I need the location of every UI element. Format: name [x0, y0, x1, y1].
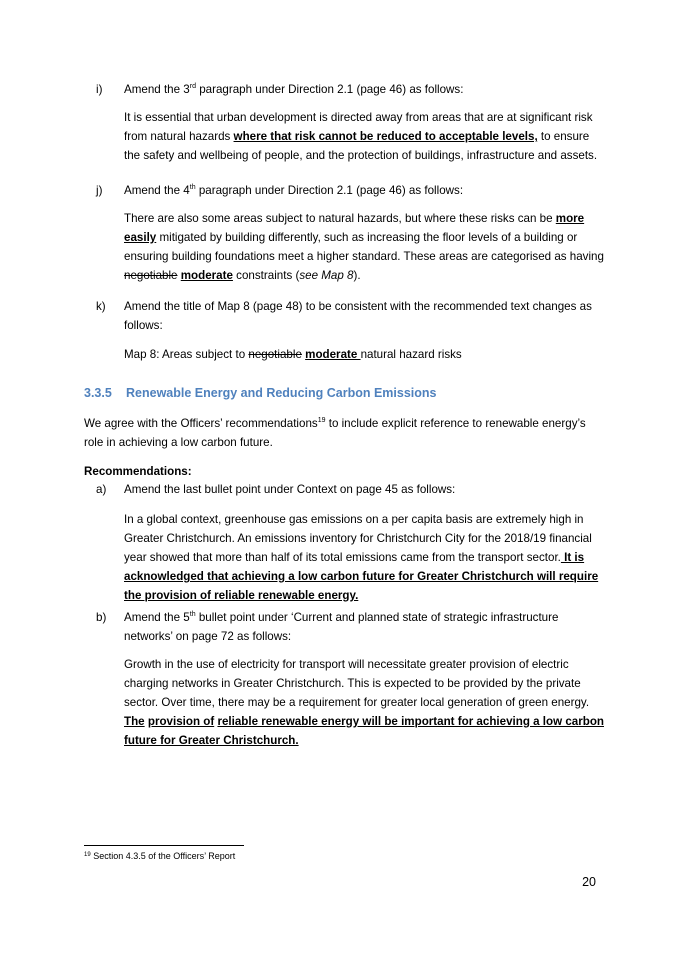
item-k-instruction: Amend the title of Map 8 (page 48) to be consistent with the recommended text changes as follows:	[124, 300, 592, 332]
item-i-instruction: Amend the 3rd paragraph under Direction 2.1 (page 46) as follows:	[124, 83, 464, 96]
rec-b-marker: b)	[96, 611, 107, 624]
rec-b-quote: Growth in the use of electricity for transport will necessitate greater provision of electric charging networks in Greater Christchurch. This is expected to be provided by the private sector. Over time, there may be a requirement for greater local generation of green energy. The provision of reliable renewable energy will be important for achieving a low carbon future for Greater Christchurch.	[124, 658, 604, 747]
item-i-marker: i)	[96, 83, 103, 96]
section-number: 3.3.5	[84, 386, 112, 400]
rec-b-instruction: Amend the 5th bullet point under ‘Current and planned state of strategic infrastructure networks’ on page 72 as follows:	[124, 611, 559, 643]
item-j-instruction: Amend the 4th paragraph under Direction 2.1 (page 46) as follows:	[124, 184, 464, 197]
section-heading	[84, 384, 437, 403]
rec-a-marker: a)	[96, 483, 107, 496]
item-j-quote: There are also some areas subject to natural hazards, but where these risks can be more easily mitigated by building differently, such as increasing the floor levels of a building or ensuring building foundations meet a higher standard. These areas are categorised as having negotiable moderate constraints (see Map 8).	[124, 212, 604, 282]
footnote-reference: 19	[317, 417, 326, 424]
item-j-marker: j)	[96, 184, 103, 197]
item-k-quote: Map 8: Areas subject to negotiable moderate natural hazard risks	[124, 348, 462, 361]
rec-a-quote: In a global context, greenhouse gas emissions on a per capita basis are extremely high in Greater Christchurch. An emissions inventory for Christchurch City for the 2018/19 financial year showed that more than half of its total emissions came from the transport sector. It is acknowledged that achieving a low carbon future for Greater Christchurch will require the provision of reliable renewable energy.	[124, 513, 599, 602]
page-number: 20	[582, 875, 596, 889]
recommendations-label: Recommendations:	[84, 465, 192, 478]
section-title: Renewable Energy and Reducing Carbon Emissions	[126, 386, 437, 400]
footnote-separator	[84, 845, 244, 846]
rec-a-instruction: Amend the last bullet point under Context on page 45 as follows:	[124, 483, 456, 496]
section-intro: We agree with the Officers’ recommendations$^{19}$ to include explicit reference to renewable energy’s role in achieving a low carbon future.	[84, 417, 586, 449]
footnote: $^{19}$ Section 4.3.5 of the Officers’ Report	[84, 851, 236, 861]
item-i-quote: It is essential that urban development is directed away from areas that are at significant risk from natural hazards where that risk cannot be reduced to acceptable levels, to ensure the safety and wellbeing of people, and the protection of buildings, infrastructure and assets.	[124, 111, 598, 162]
item-k-marker: k)	[96, 300, 106, 313]
